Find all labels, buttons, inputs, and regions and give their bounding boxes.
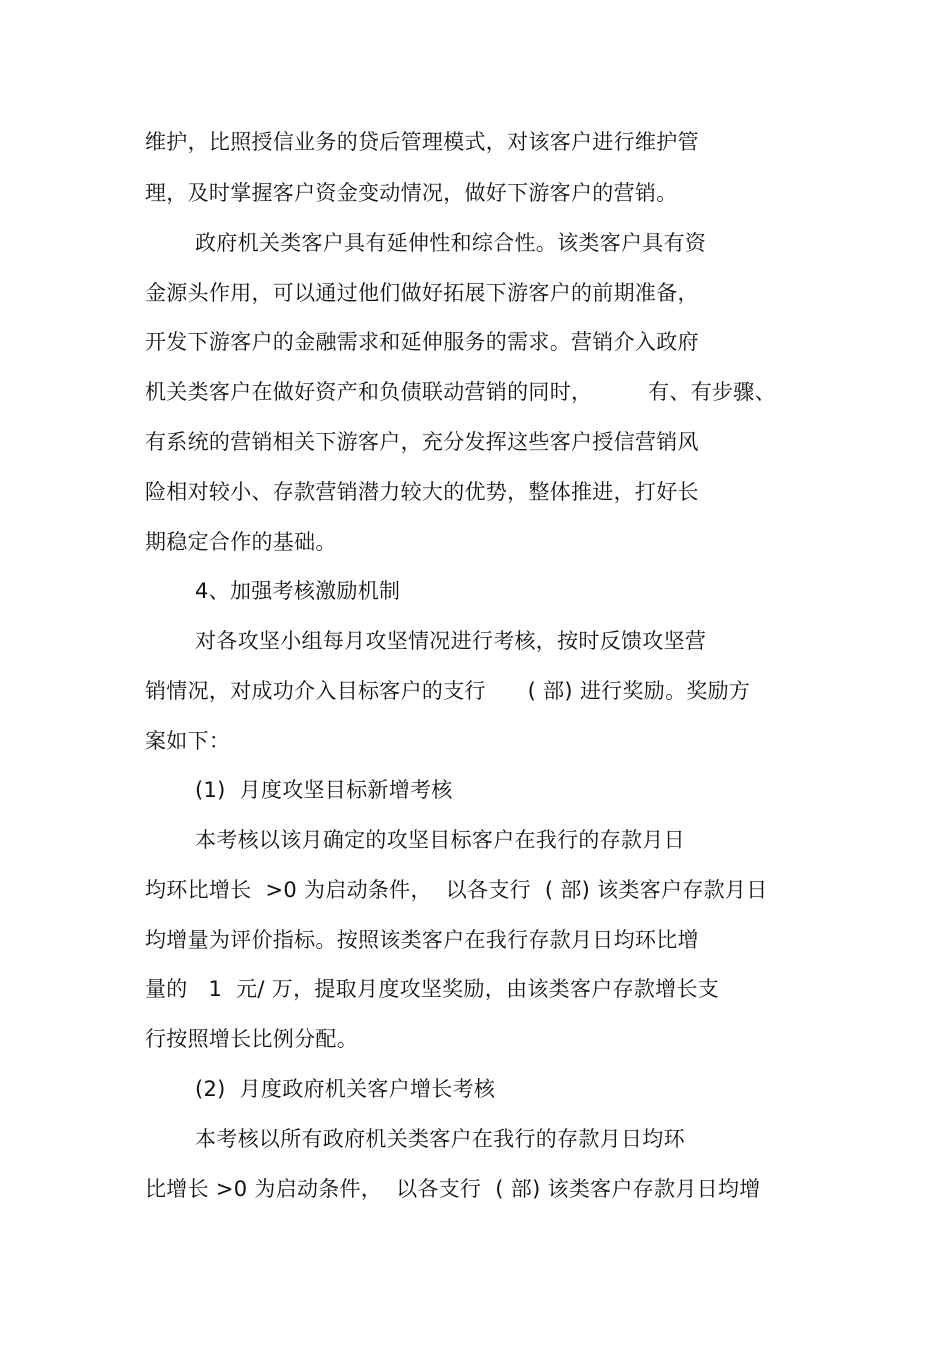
paragraph-line: 有系统的营销相关下游客户，充分发挥这些客户授信营销风 — [145, 430, 699, 454]
section-heading: 4、加强考核激励机制 — [195, 579, 401, 603]
paragraph-line: 金源头作用，可以通过他们做好拓展下游客户的前期准备， — [145, 281, 699, 305]
paragraph-line: 量的 1 元/ 万，提取月度攻坚奖励，由该类客户存款增长支 — [145, 977, 720, 1001]
subsection-heading: (2) 月度政府机关客户增长考核 — [195, 1077, 496, 1101]
paragraph-line: 均增量为评价指标。按照该类客户在我行存款月日均环比增 — [145, 928, 699, 952]
paragraph-line: 期稳定合作的基础。 — [145, 530, 337, 554]
paragraph-line: 本考核以所有政府机关类客户在我行的存款月日均环 — [195, 1127, 685, 1151]
paragraph-line: 机关类客户在做好资产和负债联动营销的同时， 有、有步骤、 — [145, 380, 776, 404]
paragraph-line: 销情况，对成功介入目标客户的支行 ( 部) 进行奖励。奖励方 — [145, 679, 751, 703]
paragraph-line: 理，及时掌握客户资金变动情况，做好下游客户的营销。 — [145, 181, 678, 205]
paragraph-line: 本考核以该月确定的攻坚目标客户在我行的存款月日 — [195, 828, 685, 852]
paragraph-line: 对各攻坚小组每月攻坚情况进行考核，按时反馈攻坚营 — [195, 629, 707, 653]
paragraph-line: 维护，比照授信业务的贷后管理模式，对该客户进行维护管 — [145, 130, 699, 154]
paragraph-line: 均环比增长 >0 为启动条件， 以各支行 ( 部) 该类客户存款月日 — [145, 878, 768, 902]
paragraph-line: 政府机关类客户具有延伸性和综合性。该类客户具有资 — [195, 231, 707, 255]
subsection-heading: (1) 月度攻坚目标新增考核 — [195, 778, 453, 802]
paragraph-line: 比增长 >0 为启动条件， 以各支行 ( 部) 该类客户存款月日均增 — [145, 1177, 761, 1201]
paragraph-line: 案如下： — [145, 729, 231, 753]
paragraph-line: 行按照增长比例分配。 — [145, 1027, 358, 1051]
paragraph-line: 险相对较小、存款营销潜力较大的优势，整体推进，打好长 — [145, 480, 699, 504]
paragraph-line: 开发下游客户的金融需求和延伸服务的需求。营销介入政府 — [145, 330, 699, 354]
